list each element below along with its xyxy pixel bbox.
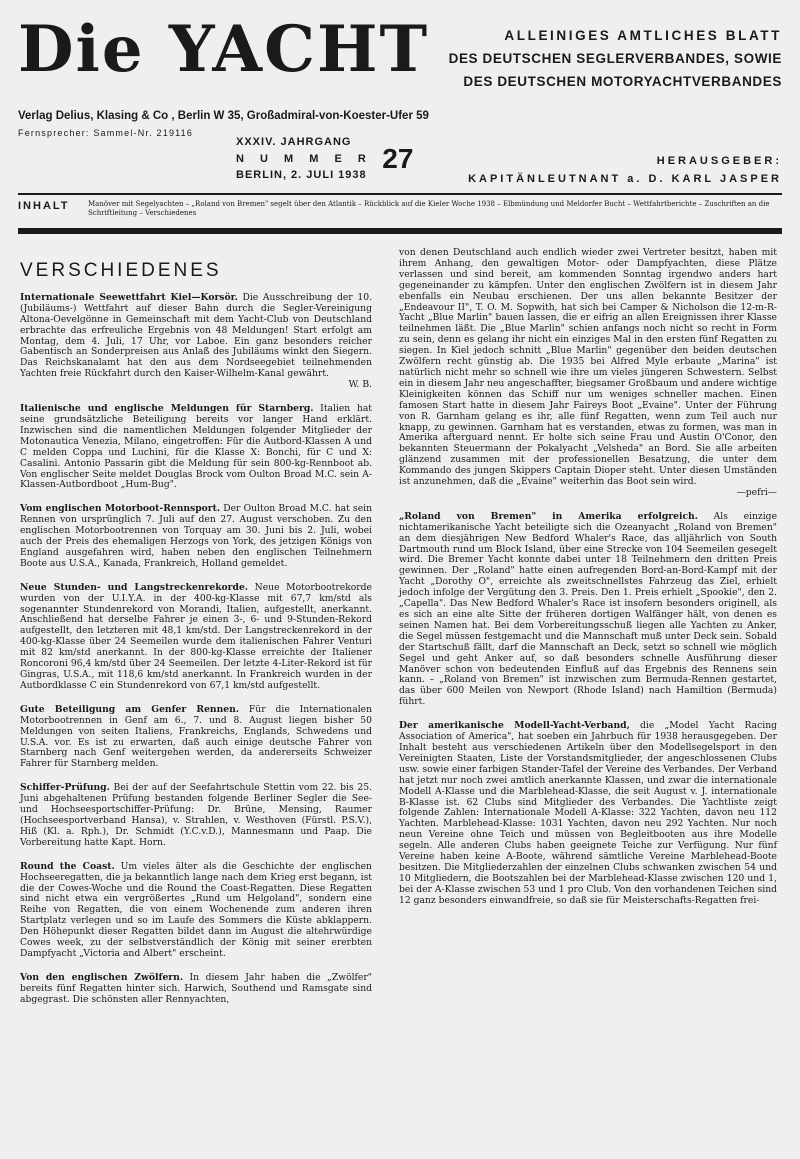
top-rule (18, 193, 782, 195)
news-item (20, 583, 372, 692)
issue-number: 27 (382, 143, 414, 174)
bottom-rule (18, 228, 782, 234)
news-item-text: Als einzige nichtamerikanische Yacht beteiligte sich die Ozeanyacht „Roland von Bremen" an dem diesjährigen New Bedford Whaler's Race, das alljährlich von South Dartmouth rund um Block Island, über eine Strecke von 104 Seemeilen gesegelt wird. Die Bremer Yacht konnte dabei unter 18 Teilnehmern den dritten Preis gewinnen. Der „Roland" hatte einen aufregenden Bord-an-Bord-Kampf mit der Yacht „Dorothy O", erreichte als zweitschnellstes Fahrzeug das Ziel, erhielt jedoch infolge der Vergütung den 3. Preis. Den 1. Preis erhielt „Spookie", den 2. „Capella". Das New Bedford Whaler's Race ist insofern besonders originell, als es sich an eine alte Sitte der früheren dortigen Walfänger hält, von denen es seinen Namen hat. Bei dem Vorbereitungsschuß liegen alle Yachten zu Anker, die Segel müssen festgemacht und die Mannschaft muß unter Deck sein. Sobald der Startschuß fällt, darf die Mannschaft an Deck, setzt so schnell wie möglich Segel und geht Anker auf, so daß besonders schnelle Ausführung dieser Manöver schon von bedeutenden Einfluß auf das Ergebnis des Rennens sein kann. – „Roland von Bremen" ist inzwischen zum Bermuda-Rennen gestartet, das über 600 Meilen von Newport (Rhode Island) nach Hamiltion (Bermuda) führt. (399, 510, 778, 708)
news-item (20, 404, 372, 491)
news-item-headline: Internationale Seewettfahrt Kiel—Korsör. (20, 291, 238, 303)
editor-name: KAPITÄNLEUTNANT a. D. KARL JASPER (468, 173, 782, 185)
news-item-text: In diesem Jahr haben die „Zwölfer" bereits fünf Regatten hinter sich. Harwich, Southend und Ramsgate sind abgegrast. Die schönsten aller Rennyachten, (20, 971, 372, 1005)
volume: XXXIV. JAHRGANG (236, 136, 352, 148)
news-item-text: Der Oulton Broad M.C. hat sein Rennen von ursprünglich 7. Juli auf den 27. August verschoben. Zu den englischen Motorbootrennen von Torquay am 30. Juni bis 2. Juli, wobei auch der Preis des ehemaligen Herzogs von York, des jetzigen Königs von England ausgefahren wird, haben neben den englischen Teilnehmern Boote aus U.S.A., Kanada, Frankreich, Holland gemeldet. (20, 503, 372, 569)
phone-line: Fernsprecher: Sammel-Nr. 219116 (18, 128, 194, 138)
contents-bar (18, 198, 782, 224)
news-item (20, 293, 372, 391)
news-item-signature: —pefri— (736, 486, 777, 498)
news-item-text: Italien hat seine grundsätzliche Beteiligung bereits vor langer Hand erklärt. Inzwischen sind die namentlichen Meldungen folgender Mitglieder der Motonautica Venezia, Milano, eingetroffen: Für die Autbord-Klassen A und C melden Coppa und Luchini, für die Klasse X: Bonchi, für C und X: Casalini. Antonio Passarin gibt die Meldung für sein 800-kg-Rennboot ab. Von englischer Seite meldet Douglas Brock vom Oulton Broad M.C. sein A-Klassen-Autbordboot „Hum-Bug". (20, 403, 372, 491)
news-item-text: Um vieles älter als die Geschichte der englischen Hochseeregatten, die ja bekanntlich lange nach dem Krieg erst begann, ist die der Cowes-Woche und die Round the Coast-Regatten. Diese Regatten sind nicht etwa ein vergrößertes „Rund um Helgoland", sondern eine Reihe von Regatten, die von einem Wochenende zum anderen ihren Startplatz verlegen und so im Laufe des Sommers die Küste abklappern. Den Höhepunkt dieser Regatten bildet dann im August die altehrwürdige Cowes week, zu der selbstverständlich der König mit seiner ererbten Dampfyacht „Victoria and Albert" erscheint. (20, 860, 372, 959)
news-item-text: Für die Internationalen Motorbootrennen in Genf am 6., 7. und 8. August liegen bisher 50 Meldungen von seiten Italiens, Frankreichs, Englands, Schwedens und U.S.A. vor. Es ist zu erwarten, daß auch einige deutsche Fahrer von Starnberg nach Genf weitergehen werden, da andererseits Schweizer Fahrer für Starnberg melden. (20, 703, 372, 770)
tagline-line-3: DES DEUTSCHEN MOTORYACHTVERBANDES (463, 74, 782, 89)
news-item (20, 973, 372, 1006)
contents-text: Manöver mit Segelyachten – „Roland von Bremen" segelt über den Atlantik – Rückblick auf die Kieler Woche 1938 – Elbmündung und Meldorfer Bucht – Wettfahrtberichte – Zuschriften an die Schriftleitung – Verschiedenes (88, 200, 770, 217)
news-item-headline: Italienische und englische Meldungen für Starnberg. (20, 403, 314, 415)
tagline-line-1: ALLEINIGES AMTLICHES BLATT (504, 28, 782, 43)
news-item (20, 504, 372, 569)
tagline-line-2: DES DEUTSCHEN SEGLERVERBANDES, SOWIE (448, 51, 782, 66)
news-item (20, 783, 372, 848)
issue-date: BERLIN, 2. JULI 1938 (236, 169, 367, 181)
news-item-headline: Schiffer-Prüfung. (20, 782, 110, 794)
news-item-headline: Gute Beteiligung am Genfer Rennen. (20, 703, 239, 715)
news-item-text: Bei der auf der Seefahrtschule Stettin vom 22. bis 25. Juni abgehaltenen Prüfung bestanden folgende Berliner Segler die See- und Hochseesportschiffer-Prüfung: Dr. Brüne, Mensing, Raumer (Hochseesportverband Hansa), v. Strahlen, v. Westhoven (Fürstl. P.S.V.), Hiß (Kl. a. Rph.), Dr. Schmidt (Y.C.v.D.), Mannesmann und Paap. Die Vorbereitung hatte Kapt. Horn. (20, 782, 372, 848)
news-item-headline: Der amerikanische Modell-Yacht-Verband, (399, 720, 630, 732)
section-title: VERSCHIEDENES (20, 260, 222, 281)
masthead (18, 12, 782, 185)
news-item-headline: Vom englischen Motorboot-Rennsport. (20, 503, 221, 515)
news-item-headline: Round the Coast. (20, 860, 115, 872)
news-item-signature: W. B. (348, 379, 372, 391)
editor-block (468, 152, 782, 188)
issue-info (236, 136, 413, 182)
news-item (399, 248, 777, 499)
right-column (399, 248, 777, 907)
left-column (20, 252, 372, 1006)
news-item (20, 705, 372, 770)
news-item-headline: „Roland von Bremen" in Amerika erfolgreich. (399, 510, 698, 522)
contents-label: INHALT (18, 200, 70, 212)
news-item-text: von denen Deutschland auch endlich wieder zwei Vertreter besitzt, haben mit ihrem Anhang, den gewaltigen Motor- oder Dampfyachten, diese Plätze verlassen und sind bereit, am kommenden Sonntag irgendwo anders hart gegeneinander zu kämpfen. Unter den englischen Zwölfern ist in diesem Jahr ebenfalls ein Neubau erschienen. Der uns allen bekannte Besitzer der „Endeavour II", T. O. M. Sopwith, hat sich bei Camper & Nicholson die 12-m-R-Yacht „Blue Marlin" bauen lassen, die er eifrig an allen Ereignissen ihrer Klasse teilnehmen läßt. Die „Blue Marlin" schien anfangs noch nicht so recht in Form zu sein, denn es gelang ihr nicht ein einziges Mal in den ersten fünf Regatten zu siegen. In Kiel jedoch schnitt „Blue Marlin" gegenüber den beiden deutschen Zwölfern recht günstig ab. Die 1935 bei Alfred Myle erbaute „Marina" ist natürlich nicht mehr so schnell wie ihre um vieles jüngeren Schwestern. Selbst ein in diesem Jahr neu angeschaffter, biegsamer Großbaum und andere wichtige Kleinigkeiten können das Schiff nur um weniges schneller machen. Einen famosen Start hatte in diesem Jahr Faireys Boot „Evaine". Unter der Führung von R. Garnham gelang es ihr, alle fünf Regatten, wenn zum Teil auch nur knapp, zu gewinnen. Garnham hat es verstanden, etwas zu formen, was man in Amerika afterguard nennt. Er holte sich seine Frau und Austin O'Conor, den bekannten Steuermann der Pokalyacht „Velsheda" an Bord. Sie alle arbeiten glänzend zusammen mit der professionellen Besatzung, die unter dem Kommando des jungen Skippers Captain Dioper steht. Unter diesen Umständen ist anzunehmen, daß die „Evaine" weiterhin das Boot sein wird. (399, 247, 777, 488)
tagline (449, 24, 782, 93)
news-item-text: Neue Motorbootrekorde wurden von der U.I.Y.A. in der 400-kg-Klasse mit 67,7 km/std als sogenannter Stundenrekord von Morandi, Italien, aufgestellt, anerkannt. Anschließend hat derselbe Fahrer je einen 3-, 6- und 9-Stunden-Rekord aufgestellt, den letzteren mit 48,1 km/std. Der Langstreckenrekord in der 400-kg-Klasse über 24 Seemeilen wurde dem italienischen Fahrer Venturi mit 82 km/std anerkannt. In der 800-kg-Klasse erreichte der Italiener Roncoroni 96,4 km/std über 24 Seemeilen. Der letzte 4-Liter-Rekord ist für Gingras, U.S.A., mit 118,6 km/std anerkannt. In Frankreich wurden in der Autbordklasse C ein Stundenrekord von 67,1 km/std aufgestellt. (20, 581, 372, 691)
news-item (399, 512, 777, 708)
news-item-text: die „Model Yacht Racing Association of America", hat soeben ein Jahrbuch für 1938 herausgegeben. Der Inhalt besteht aus verschiedenen Artikeln über den Modellsegelsport in den Vereinigten Staaten, Liste der Vorstandsmitglieder, der angeschlossenen Clubs usw. sowie einer farbigen Stander-Tafel der Vereine des Verbandes. Der Verband hat jetzt nur noch zwei amtlich anerkannte Klassen, und zwar die internationale Modell A-Klasse und die Marblehead-Klasse, die seit August v. J. internationale B-Klasse ist. 62 Clubs sind Mitglieder des Verbandes. Die Yachtliste zeigt folgende Zahlen: Internationale Modell A-Klasse: 322 Yachten, davon neu 112 Yachten. Marblehead-Klasse: 1031 Yachten, davon neu 292 Yachten. Nur noch neun Vereine ohne Teich und müssen von Begleitbooten aus ihre Modelle segeln. Alle anderen Clubs haben geeignete Teiche zur Verfügung. Nur fünf Vereine haben keine A-Boote, während sämtliche Vereine Marblehead-Boote besitzen. Die Mitgliederzahlen der einzelnen Clubs schwanken zwischen 54 und 10 Mitgliedern, die Bootszahlen bei der Marblehead-Klasse zwischen 120 und 1, bei der A-Klasse zwischen 53 und 1 pro Club. Von den vorhandenen Teichen sind 12 ganz besonders einwandfreie, so daß sie für Meisterschafts-Regatten frei- (399, 720, 778, 906)
news-item-headline: Von den englischen Zwölfern. (20, 971, 184, 983)
news-item (399, 721, 777, 906)
news-item (20, 862, 372, 960)
number-label: N U M M E R (236, 152, 373, 165)
magazine-logo: Die YACHT (18, 12, 430, 87)
news-item-text: Die Ausschreibung der 10. (Jubiläums-) Wettfahrt auf dieser Bahn durch die Segler-Vereinigung Altona-Oevelgönne in Gemeinschaft mit dem Yacht-Club von Deutschland erbrachte das erfreuliche Ergebnis von 48 Meldungen! Start erfolgt am Montag, dem 4. Juli, 17 Uhr, vor Laboe. Ein ganz besonders reicher Gabentisch an Sonderpreisen aus Anlaß des Jubiläums winkt den Siegern. Das Reichskanalamt hat den aus dem Nordseegebiet teilnehmenden Yachten freie Rückfahrt durch den Kaiser-Wilhelm-Kanal gewährt. (20, 291, 372, 380)
news-item-headline: Neue Stunden- und Langstreckenrekorde. (20, 581, 248, 593)
editor-label: HERAUSGEBER: (656, 155, 782, 167)
publisher-line: Verlag Delius, Klasing & Co , Berlin W 35, Großadmiral-von-Koester-Ufer 59 (18, 110, 429, 122)
